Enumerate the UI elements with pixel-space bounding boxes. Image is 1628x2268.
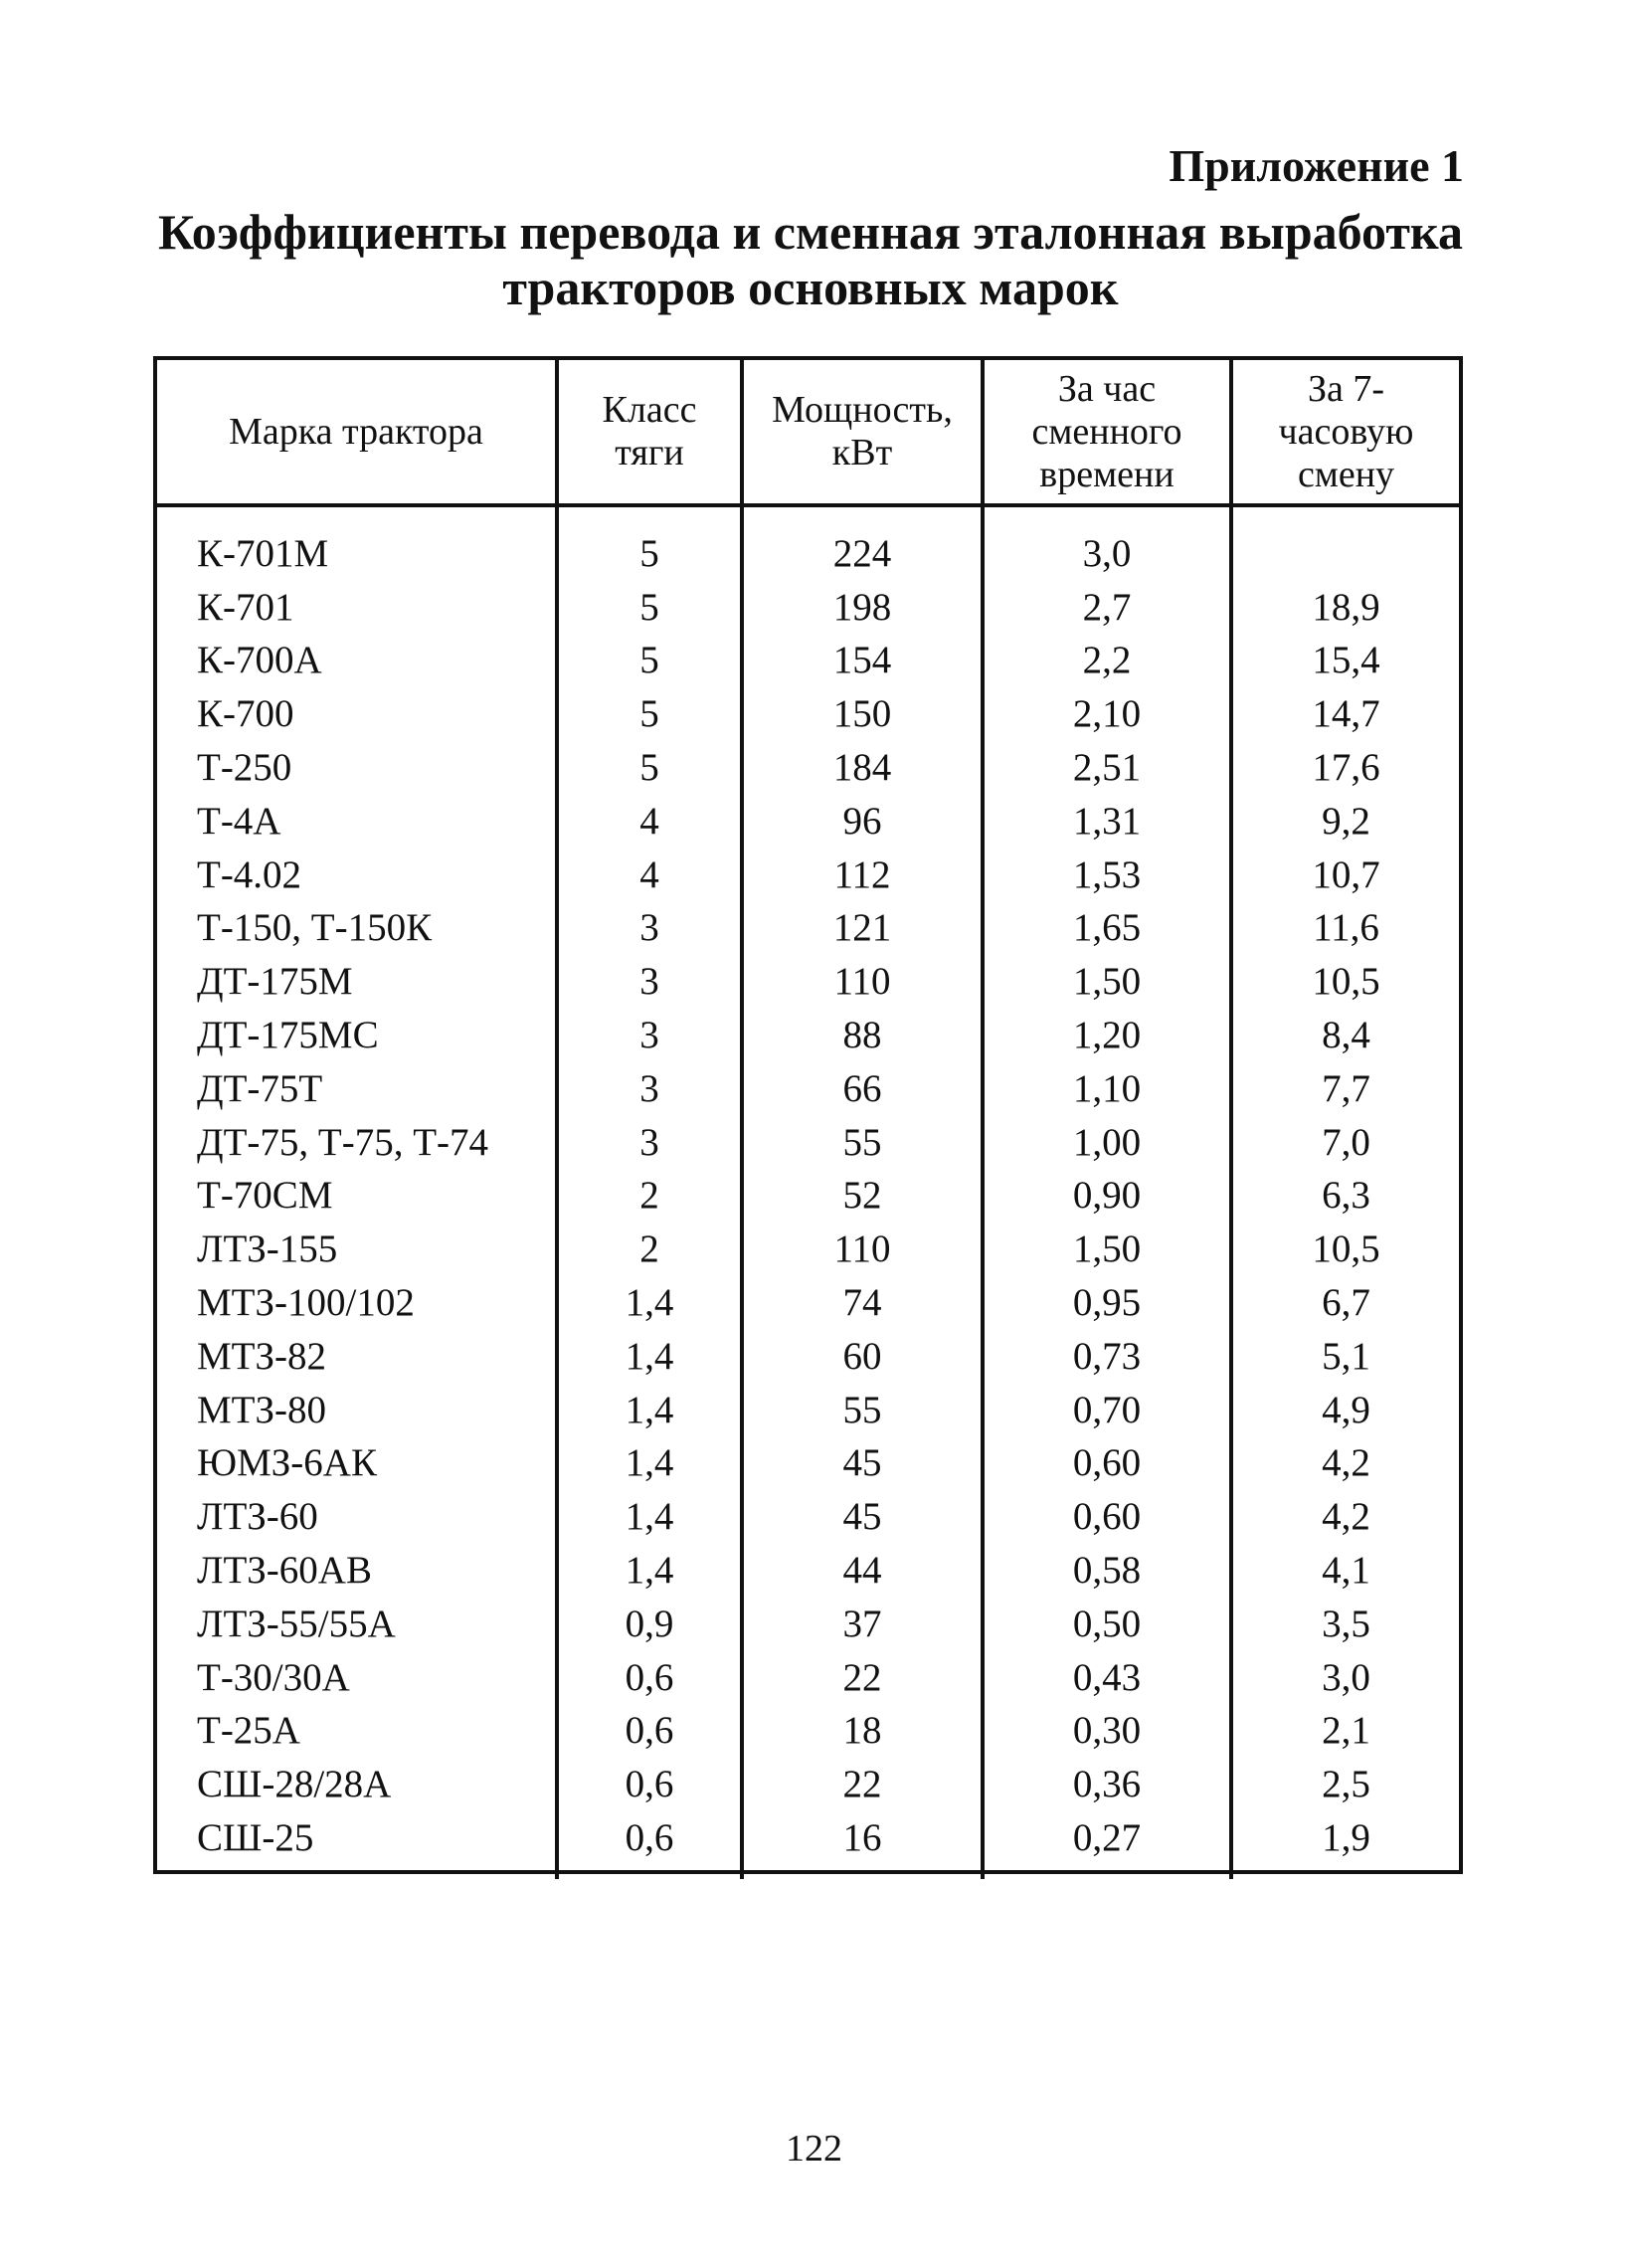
- cell-per-shift: 10,5: [1312, 1228, 1380, 1271]
- cell-per-hour: 0,73: [983, 1330, 1231, 1384]
- table-row: [157, 1223, 1459, 1276]
- table-row: [157, 1384, 1459, 1437]
- cell-brand: ЛТЗ-55/55А: [157, 1598, 557, 1651]
- cell-power: 112: [742, 849, 983, 902]
- cell-brand: К-700: [157, 687, 557, 741]
- cell-brand: ДТ-175МС: [157, 1009, 557, 1062]
- cell-brand: МТЗ-82: [157, 1330, 557, 1384]
- header-per-hour-line-3: времени: [1039, 453, 1175, 495]
- table-row: [157, 1544, 1459, 1598]
- cell-brand: ДТ-75Т: [157, 1062, 557, 1116]
- appendix-label: Приложение 1: [1169, 140, 1464, 191]
- page-number: 122: [786, 2128, 842, 2170]
- table-row: [157, 1811, 1459, 1879]
- cell-brand: Т-150, Т-150К: [157, 902, 557, 956]
- cell-power: 96: [742, 795, 983, 849]
- header-per-shift: [1231, 360, 1459, 505]
- cell-brand: К-701М: [157, 505, 557, 581]
- cell-per-hour: 0,43: [983, 1651, 1231, 1705]
- header-power: [742, 360, 983, 505]
- header-brand-label: Марка трактора: [229, 410, 483, 453]
- cell-traction-class: 3: [557, 955, 742, 1009]
- cell-power: 110: [742, 955, 983, 1009]
- cell-per-shift: 2,5: [1322, 1763, 1370, 1806]
- cell-per-shift: 17,6: [1312, 746, 1380, 790]
- cell-per-shift: 1,9: [1322, 1816, 1370, 1860]
- header-traction-class-line-2: тяги: [615, 432, 684, 473]
- table-row: [157, 687, 1459, 741]
- cell-per-shift: 18,9: [1312, 585, 1380, 629]
- cell-traction-class: 5: [557, 687, 742, 741]
- cell-power: 22: [742, 1758, 983, 1811]
- cell-power: 45: [742, 1490, 983, 1544]
- cell-per-hour: 2,10: [983, 687, 1231, 741]
- cell-power: 37: [742, 1598, 983, 1651]
- table-row: [157, 635, 1459, 688]
- cell-per-shift: 9,2: [1322, 799, 1370, 843]
- cell-power: 110: [742, 1223, 983, 1276]
- cell-power: 150: [742, 687, 983, 741]
- cell-brand: Т-25А: [157, 1705, 557, 1759]
- cell-traction-class: 3: [557, 902, 742, 956]
- cell-power: 55: [742, 1384, 983, 1437]
- cell-per-shift: 8,4: [1322, 1014, 1370, 1057]
- cell-per-hour: 0,95: [983, 1276, 1231, 1330]
- table-row: [157, 505, 1459, 581]
- cell-traction-class: 1,4: [557, 1276, 742, 1330]
- cell-traction-class: 1,4: [557, 1437, 742, 1491]
- cell-traction-class: 5: [557, 505, 742, 581]
- cell-brand: МТЗ-80: [157, 1384, 557, 1437]
- cell-brand: ЮМЗ-6АК: [157, 1437, 557, 1491]
- cell-per-shift: 11,6: [1313, 906, 1379, 950]
- table-row: [157, 1330, 1459, 1384]
- cell-brand: Т-70СМ: [157, 1170, 557, 1224]
- cell-per-hour: 0,36: [983, 1758, 1231, 1811]
- cell-traction-class: 3: [557, 1062, 742, 1116]
- document-title: [129, 204, 1492, 315]
- cell-per-hour: 0,58: [983, 1544, 1231, 1598]
- cell-brand: СШ-25: [157, 1811, 557, 1879]
- header-per-shift-line-2: часовую: [1278, 410, 1414, 453]
- cell-traction-class: 1,4: [557, 1330, 742, 1384]
- cell-power: 45: [742, 1437, 983, 1491]
- cell-per-hour: 1,50: [983, 1223, 1231, 1276]
- table-row: [157, 795, 1459, 849]
- cell-per-hour: 0,60: [983, 1437, 1231, 1491]
- table-row: [157, 849, 1459, 902]
- cell-power: 121: [742, 902, 983, 956]
- title-line-1: Коэффициенты перевода и сменная эталонная выработка: [158, 204, 1463, 260]
- table-row: [157, 1651, 1459, 1705]
- cell-traction-class: 5: [557, 581, 742, 635]
- table-header: [157, 360, 1459, 505]
- table-row: [157, 741, 1459, 795]
- cell-traction-class: 3: [557, 1009, 742, 1062]
- cell-traction-class: 1,4: [557, 1544, 742, 1598]
- cell-power: 52: [742, 1170, 983, 1224]
- cell-per-hour: 2,2: [983, 635, 1231, 688]
- cell-brand: К-701: [157, 581, 557, 635]
- cell-per-shift: 4,2: [1322, 1441, 1370, 1485]
- cell-traction-class: 0,6: [557, 1811, 742, 1879]
- cell-power: 66: [742, 1062, 983, 1116]
- cell-brand: ЛТЗ-155: [157, 1223, 557, 1276]
- header-power-line-1: Мощность,: [772, 389, 953, 431]
- header-row: [157, 360, 1459, 505]
- table-row: [157, 1437, 1459, 1491]
- cell-per-shift: 7,0: [1322, 1120, 1370, 1164]
- cell-per-hour: 1,10: [983, 1062, 1231, 1116]
- cell-per-shift: 2,1: [1322, 1709, 1370, 1753]
- cell-per-hour: 0,30: [983, 1705, 1231, 1759]
- table-row: [157, 955, 1459, 1009]
- cell-power: 44: [742, 1544, 983, 1598]
- cell-per-hour: 0,90: [983, 1170, 1231, 1224]
- cell-per-shift: 7,7: [1322, 1066, 1370, 1110]
- cell-per-shift: 5,1: [1322, 1334, 1370, 1378]
- cell-brand: ДТ-175М: [157, 955, 557, 1009]
- cell-per-shift: 10,7: [1312, 852, 1380, 896]
- cell-per-hour: 0,50: [983, 1598, 1231, 1651]
- cell-traction-class: 3: [557, 1116, 742, 1170]
- cell-traction-class: 5: [557, 741, 742, 795]
- cell-traction-class: 2: [557, 1170, 742, 1224]
- cell-power: 198: [742, 581, 983, 635]
- cell-per-hour: 1,53: [983, 849, 1231, 902]
- table-row: [157, 1062, 1459, 1116]
- cell-traction-class: 0,6: [557, 1758, 742, 1811]
- cell-per-hour: 3,0: [983, 505, 1231, 581]
- cell-per-shift: 4,9: [1322, 1388, 1370, 1431]
- cell-power: 22: [742, 1651, 983, 1705]
- table-row: [157, 1758, 1459, 1811]
- cell-traction-class: 0,6: [557, 1651, 742, 1705]
- cell-traction-class: 2: [557, 1223, 742, 1276]
- header-traction-class: [557, 360, 742, 505]
- tractor-table-frame: [153, 356, 1463, 1874]
- cell-traction-class: 4: [557, 795, 742, 849]
- table-row: [157, 1170, 1459, 1224]
- cell-brand: ЛТЗ-60АВ: [157, 1544, 557, 1598]
- cell-power: 18: [742, 1705, 983, 1759]
- cell-traction-class: 5: [557, 635, 742, 688]
- header-brand: [157, 360, 557, 505]
- header-traction-class-line-1: Класс: [602, 389, 697, 431]
- table-row: [157, 1490, 1459, 1544]
- cell-traction-class: 1,4: [557, 1384, 742, 1437]
- header-per-shift-line-3: смену: [1297, 453, 1395, 495]
- cell-per-hour: 0,70: [983, 1384, 1231, 1437]
- table-row: [157, 1705, 1459, 1759]
- header-per-hour-line-2: сменного: [1031, 410, 1182, 453]
- cell-per-hour: 2,51: [983, 741, 1231, 795]
- cell-per-shift: 15,4: [1312, 639, 1380, 682]
- table-row: [157, 1276, 1459, 1330]
- table-row: [157, 902, 1459, 956]
- cell-per-hour: 2,7: [983, 581, 1231, 635]
- table-row: [157, 581, 1459, 635]
- cell-per-hour: 1,20: [983, 1009, 1231, 1062]
- cell-brand: К-700А: [157, 635, 557, 688]
- cell-brand: МТЗ-100/102: [157, 1276, 557, 1330]
- cell-per-hour: 1,31: [983, 795, 1231, 849]
- cell-power: 74: [742, 1276, 983, 1330]
- cell-per-hour: 0,60: [983, 1490, 1231, 1544]
- cell-brand: Т-4.02: [157, 849, 557, 902]
- cell-per-hour: 1,00: [983, 1116, 1231, 1170]
- header-power-line-2: кВт: [831, 432, 893, 473]
- cell-power: 55: [742, 1116, 983, 1170]
- cell-per-hour: 1,65: [983, 902, 1231, 956]
- cell-per-shift: 3,5: [1322, 1602, 1370, 1645]
- cell-brand: Т-30/30А: [157, 1651, 557, 1705]
- cell-brand: ЛТЗ-60: [157, 1490, 557, 1544]
- cell-per-hour: 1,50: [983, 955, 1231, 1009]
- table-row: [157, 1598, 1459, 1651]
- header-per-hour: [983, 360, 1231, 505]
- cell-power: 88: [742, 1009, 983, 1062]
- cell-brand: Т-250: [157, 741, 557, 795]
- cell-per-shift: [1231, 505, 1459, 581]
- cell-traction-class: 1,4: [557, 1490, 742, 1544]
- cell-power: 60: [742, 1330, 983, 1384]
- cell-per-shift: 4,2: [1322, 1495, 1370, 1539]
- cell-per-shift: 10,5: [1312, 960, 1380, 1004]
- cell-per-shift: 6,3: [1322, 1174, 1370, 1218]
- cell-power: 184: [742, 741, 983, 795]
- cell-brand: Т-4А: [157, 795, 557, 849]
- header-per-hour-line-1: За час: [1057, 367, 1157, 410]
- cell-per-shift: 14,7: [1312, 692, 1380, 736]
- cell-power: 224: [742, 505, 983, 581]
- header-per-shift-line-1: За 7-: [1307, 367, 1385, 410]
- cell-traction-class: 4: [557, 849, 742, 902]
- cell-per-hour: 0,27: [983, 1811, 1231, 1879]
- cell-power: 154: [742, 635, 983, 688]
- cell-per-shift: 4,1: [1322, 1549, 1370, 1593]
- cell-per-shift: 6,7: [1322, 1281, 1370, 1325]
- table-row: [157, 1116, 1459, 1170]
- cell-power: 16: [742, 1811, 983, 1879]
- table-body: [157, 505, 1459, 1879]
- cell-brand: ДТ-75, Т-75, Т-74: [157, 1116, 557, 1170]
- cell-traction-class: 0,9: [557, 1598, 742, 1651]
- title-line-2: тракторов основных марок: [502, 260, 1119, 315]
- cell-traction-class: 0,6: [557, 1705, 742, 1759]
- cell-brand: СШ-28/28А: [157, 1758, 557, 1811]
- tractor-table: [157, 360, 1459, 1879]
- table-row: [157, 1009, 1459, 1062]
- cell-per-shift: 3,0: [1322, 1655, 1370, 1699]
